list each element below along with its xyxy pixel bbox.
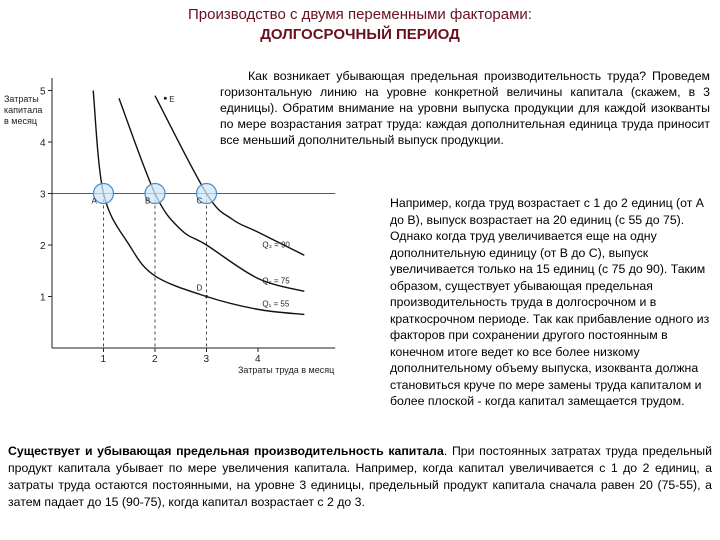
point-dot-d	[205, 295, 208, 298]
y-tick-label: 3	[40, 189, 46, 201]
paragraph-capital-rest: . При постоянных затратах труда предельный продукт капитала убывает по мере увеличения капитала. Например, когда капитал увеличивается с 1 до 2 единиц, а затраты труда остаются постоянными, на уровне 3 единицы, предельный продукт капитала сначала равен 20 (75-55), а затем падает до 15 (90-75), когда капитал возрастает с 2 до 3.	[8, 444, 712, 509]
x-tick-label: 4	[255, 354, 261, 365]
title-line-2: ДОЛГОСРОЧНЫЙ ПЕРИОД	[260, 26, 460, 43]
paragraph-capital	[8, 443, 712, 511]
paragraph-example: Например, когда труд возрастает с 1 до 2 единиц (от А до В), выпуск возрастает на 20 единиц (с 55 до 75). Однако когда труд увеличивается еще на одну дополнительную единицу (от В до С), выпуск увеличивается только на 15 единиц (с 75 до 90). Таким образом, существует убывающая предельная производительность труда в долгосрочном и в краткосрочном периоде. Так как прибавление одного из факторов при сохранении другого постоянным в конечном итоге ведет ко все более низкому дополнительному объему выпуска, изокванта должна становиться круче по мере замены труда капиталом и более плоской - когда капитал замещается трудом.	[390, 196, 710, 408]
y-tick-label: 4	[40, 138, 46, 149]
y-tick-label: 2	[40, 241, 46, 252]
title-line-1: Производство с двумя переменными факторами:	[188, 6, 532, 23]
isoquant-label-3: Q₃ = 90	[262, 240, 290, 250]
y-tick-label: 5	[40, 86, 46, 98]
y-axis-label-line-3: в месяц	[4, 116, 38, 126]
isoquant-label-1: Q₁ = 55	[262, 299, 290, 309]
point-label-d: D	[196, 283, 203, 293]
y-axis-label-line-2: капитала	[4, 105, 43, 115]
paragraph-intro: Как возникает убывающая предельная производительность труда? Проведем горизонтальную линию на уровне конкретной величины капитала (скажем, в 3 единицы). Обратим внимание на уровни выпуска продукции для каждой изокванты по мере возрастания затрат труда: каждая дополнительная единица труда приносит все меньший дополнительный выпуск продукции.	[220, 69, 710, 147]
point-label-b: B	[145, 196, 151, 206]
x-axis-label: Затраты труда в месяц	[238, 365, 335, 375]
point-markers	[92, 95, 217, 298]
paragraph-capital-bold: Существует и убывающая предельная производительность капитала	[8, 444, 444, 458]
point-label-e: E	[169, 95, 175, 105]
x-tick-label: 2	[152, 354, 158, 365]
y-axis-label-line-1: Затраты	[4, 94, 39, 104]
x-tick-label: 3	[203, 354, 210, 365]
y-tick-label: 1	[40, 292, 46, 304]
point-dot-e	[164, 97, 167, 100]
point-label-c: C	[196, 196, 203, 206]
x-tick-label: 1	[100, 354, 107, 365]
isoquant-label-2: Q₂ = 75	[262, 276, 290, 286]
point-label-a: A	[91, 196, 97, 206]
